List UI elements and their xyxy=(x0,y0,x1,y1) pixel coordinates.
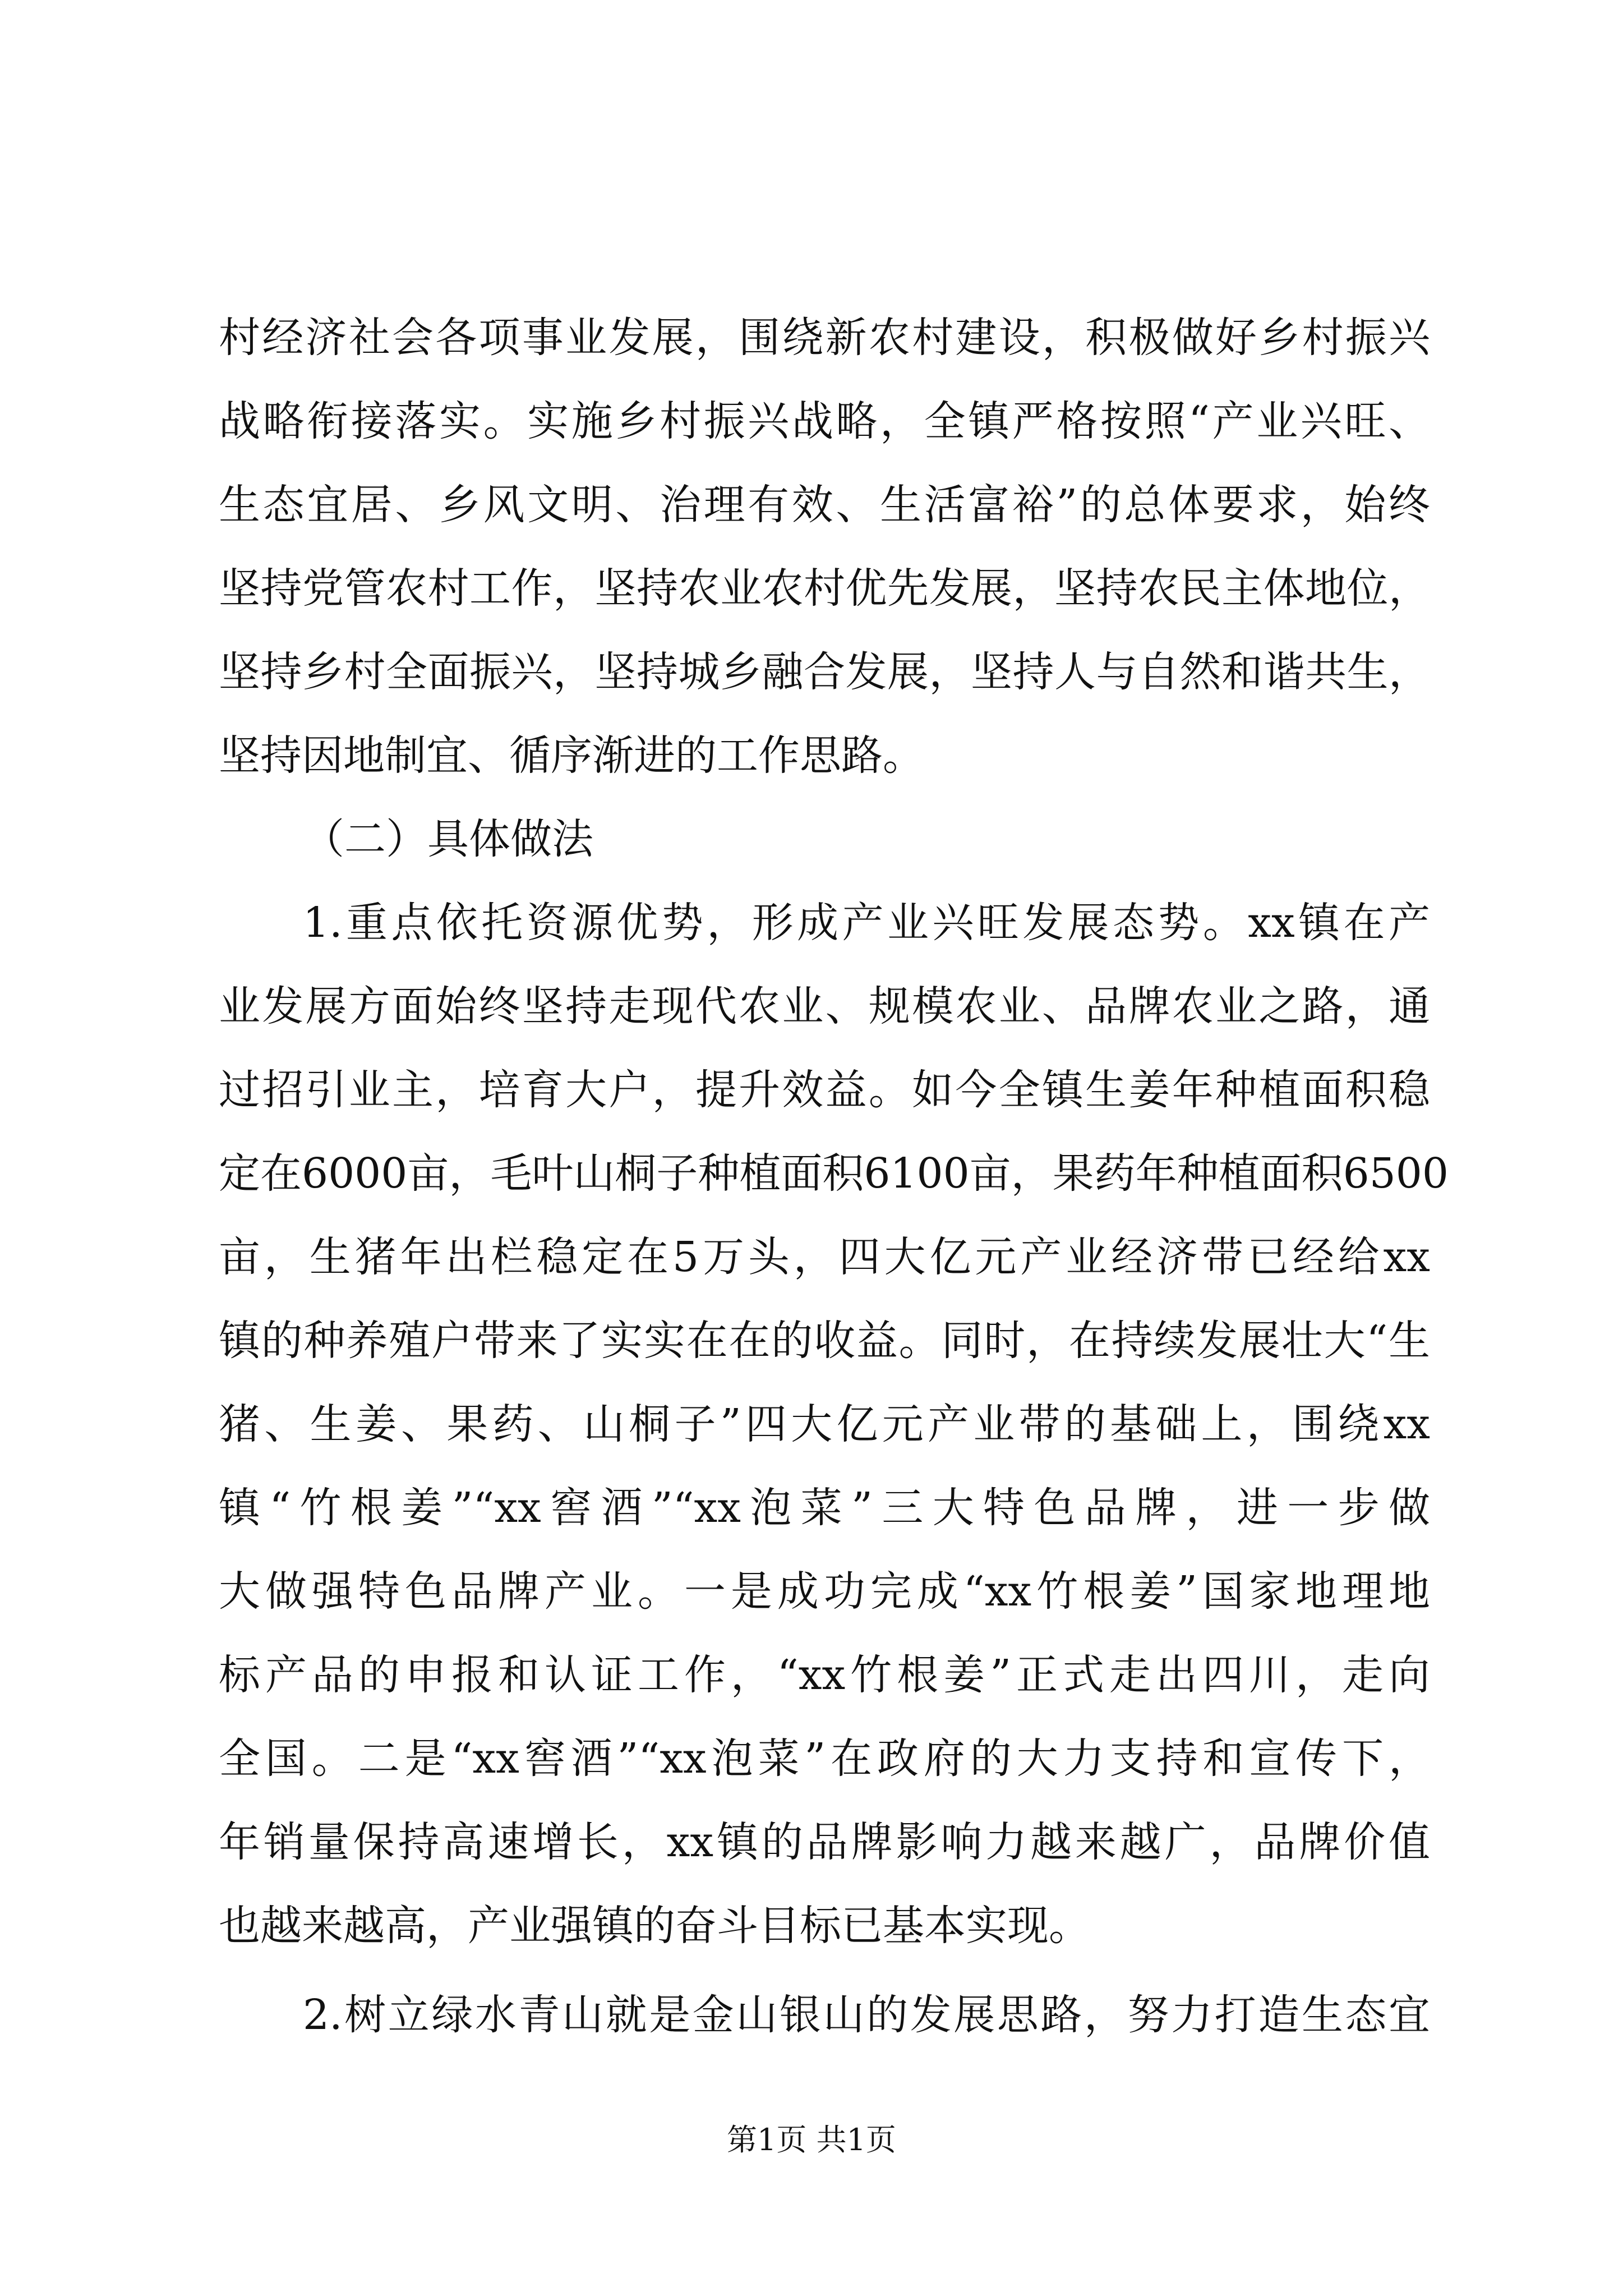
page-footer xyxy=(0,2118,1623,2162)
body-line: 镇的种养殖户带来了实实在在的收益。同时，在持续发展壮大“生 xyxy=(219,1317,1430,1365)
body-line: 定在6000亩，毛叶山桐子种植面积6100亩，果药年种植面积6500 xyxy=(219,1149,1449,1198)
body-line: 也越来越高，产业强镇的奋斗目标已基本实现。 xyxy=(219,1902,1090,1950)
body-line: 镇“竹根姜”“xx窖酒”“xx泡菜”三大特色品牌，进一步做 xyxy=(219,1484,1430,1532)
body-line: 村经济社会各项事业发展，围绕新农村建设，积极做好乡村振兴 xyxy=(219,314,1430,362)
body-line: 坚持党管农村工作，坚持农业农村优先发展，坚持农民主体地位， xyxy=(219,564,1430,613)
document-body xyxy=(219,296,1449,2057)
paragraph-gap xyxy=(219,1968,1430,1973)
body-line: 坚持因地制宜、循序渐进的工作思路。 xyxy=(219,731,924,780)
body-line: 业发展方面始终坚持走现代农业、规模农业、品牌农业之路，通 xyxy=(219,982,1430,1030)
section-heading: （二）具体做法 xyxy=(303,815,593,863)
body-line: 年销量保持高速增长，xx镇的品牌影响力越来越广，品牌价值 xyxy=(219,1818,1430,1866)
body-line: 亩，生猪年出栏稳定在5万头，四大亿元产业经济带已经给xx xyxy=(219,1233,1430,1281)
body-line: 坚持乡村全面振兴，坚持城乡融合发展，坚持人与自然和谐共生， xyxy=(219,648,1430,696)
body-line: 战略衔接落实。实施乡村振兴战略，全镇严格按照“产业兴旺、 xyxy=(219,397,1430,445)
body-line: 2.树立绿水青山就是金山银山的发展思路，努力打造生态宜 xyxy=(303,1991,1430,2039)
page-number: 第1页 共1页 xyxy=(727,2122,896,2157)
body-line: 全国。二是“xx窖酒”“xx泡菜”在政府的大力支持和宣传下， xyxy=(219,1734,1430,1783)
body-line: 1.重点依托资源优势，形成产业兴旺发展态势。xx镇在产 xyxy=(303,899,1430,947)
body-line: 猪、生姜、果药、山桐子”四大亿元产业带的基础上，围绕xx xyxy=(219,1400,1430,1448)
body-line: 标产品的申报和认证工作，“xx竹根姜”正式走出四川，走向 xyxy=(219,1651,1430,1699)
body-line: 大做强特色品牌产业。一是成功完成“xx竹根姜”国家地理地 xyxy=(219,1567,1430,1616)
body-line: 过招引业主，培育大户，提升效益。如今全镇生姜年种植面积稳 xyxy=(219,1066,1430,1114)
body-line: 生态宜居、乡风文明、治理有效、生活富裕”的总体要求，始终 xyxy=(219,481,1430,529)
